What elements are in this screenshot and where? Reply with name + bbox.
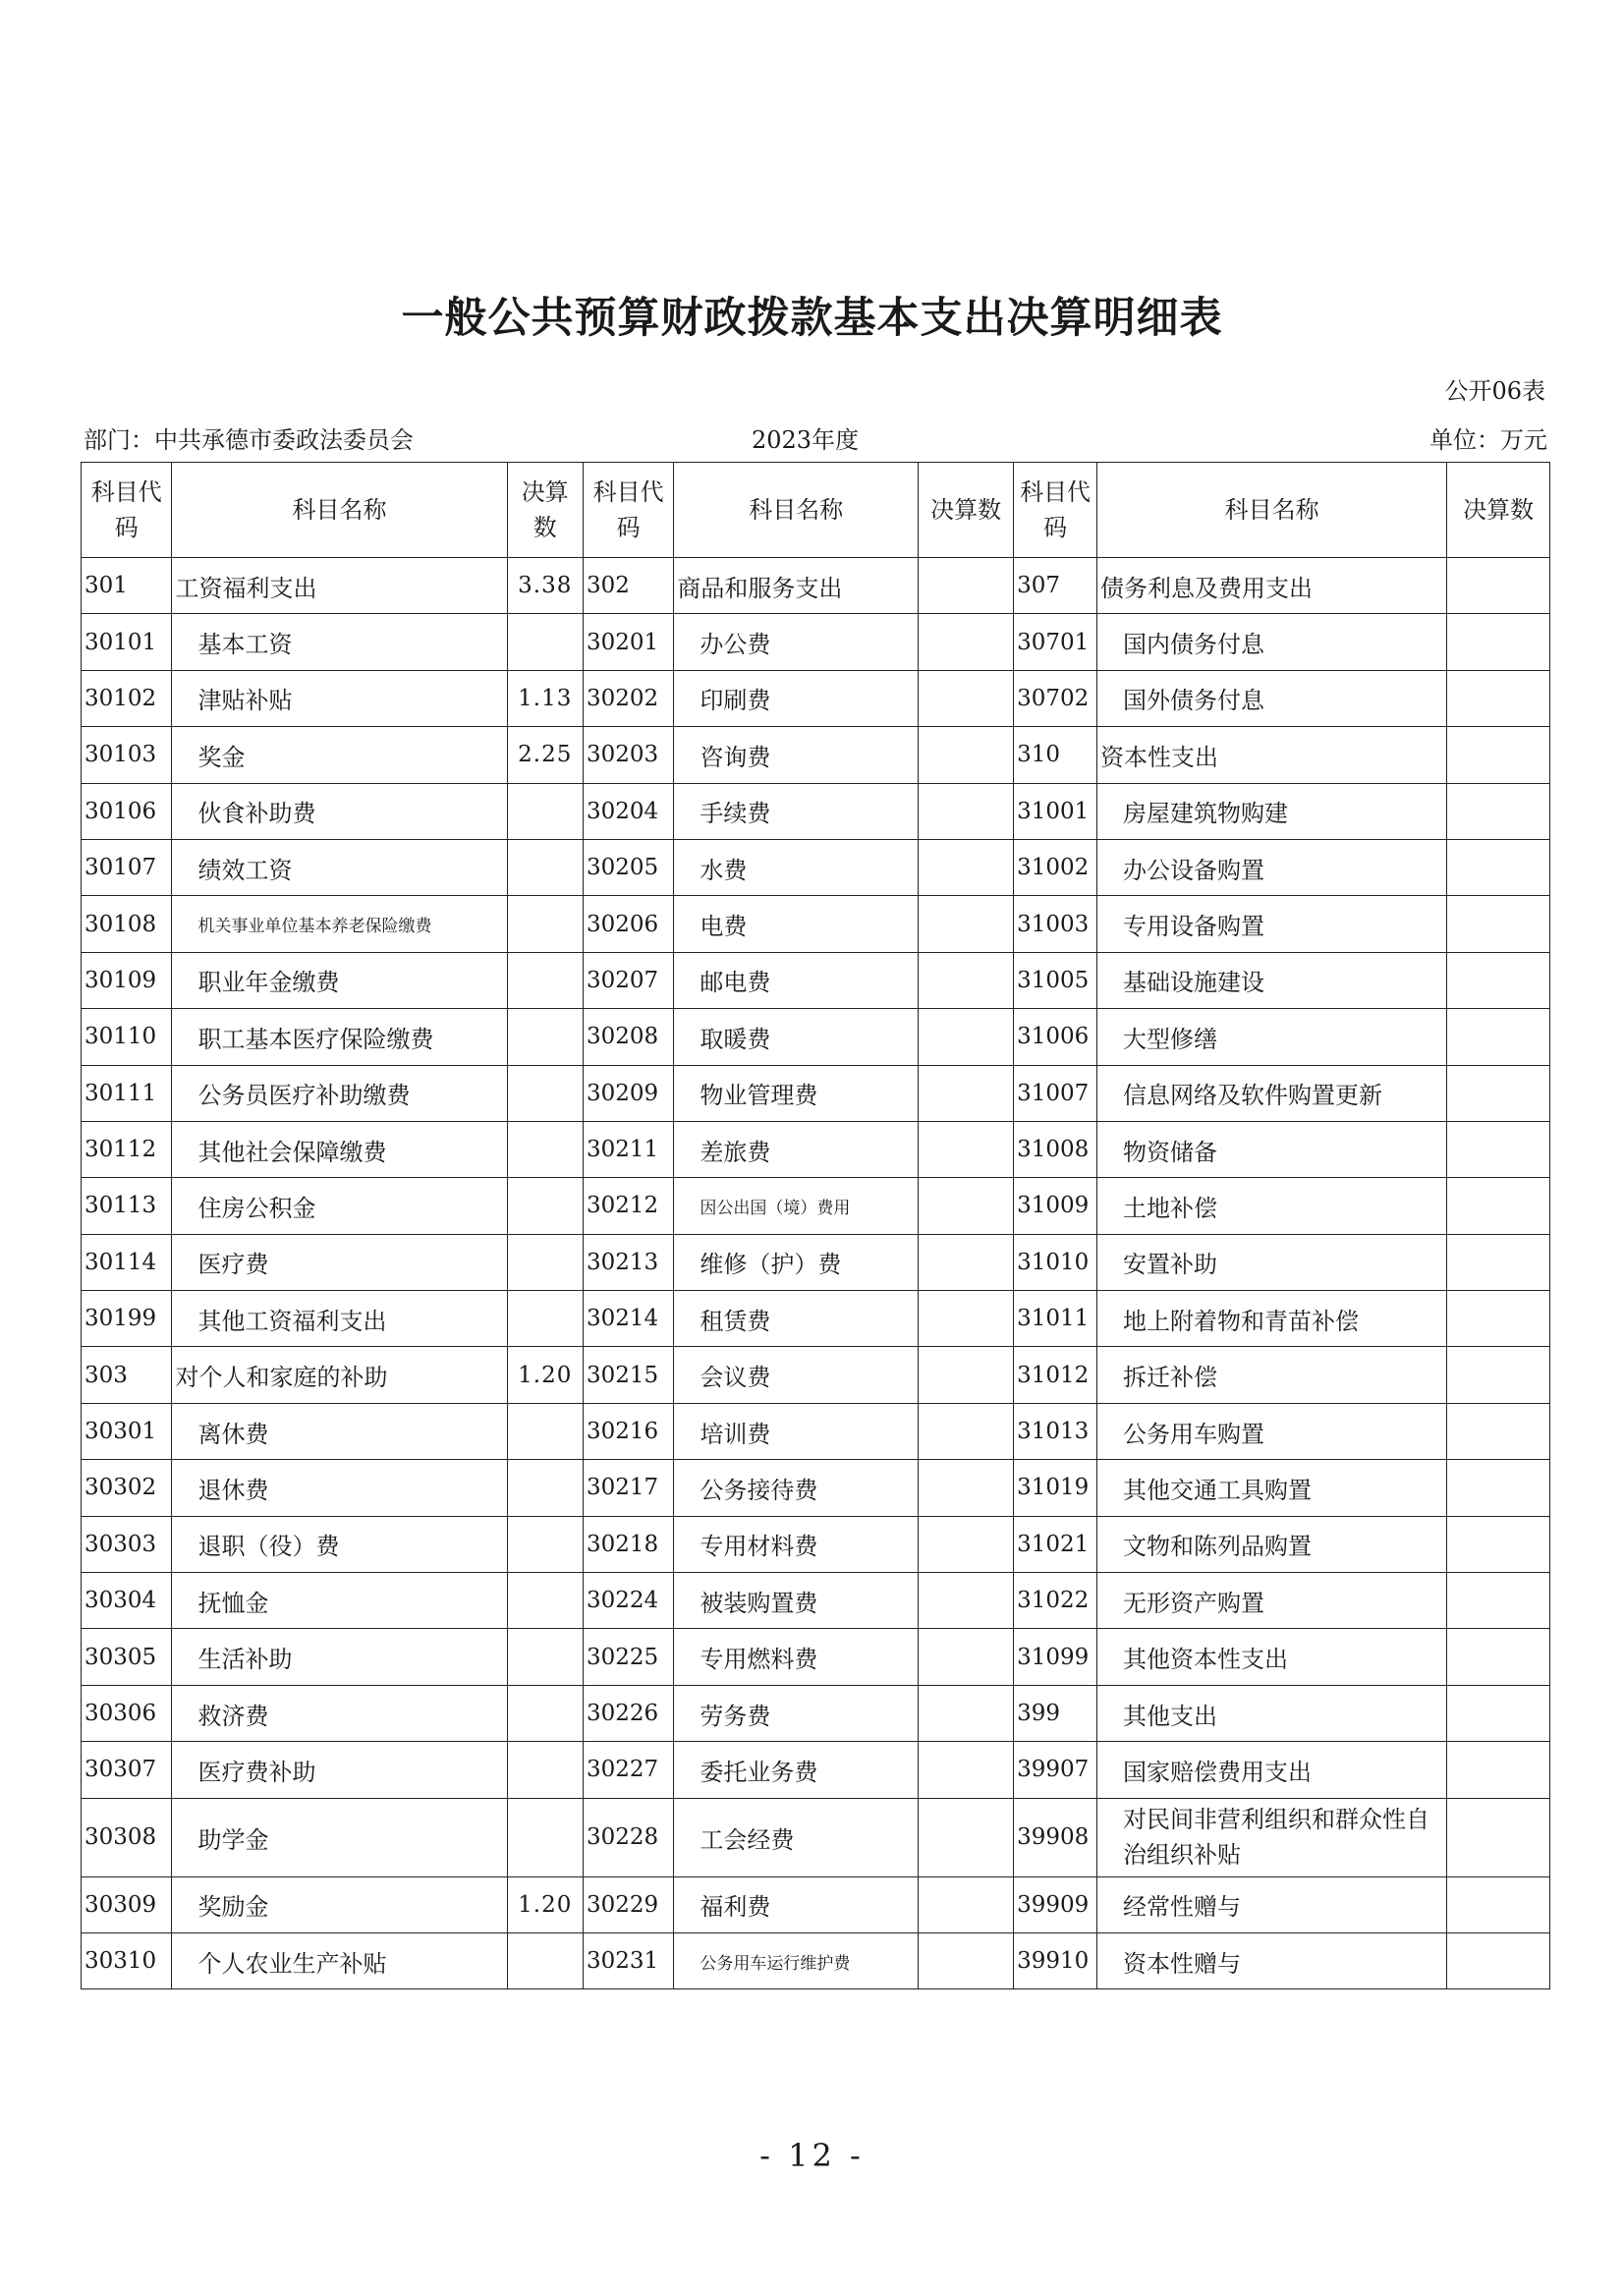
amount-value bbox=[507, 1742, 583, 1798]
subject-code: 39909 bbox=[1014, 1876, 1097, 1932]
table-row bbox=[82, 1516, 1550, 1572]
amount-value bbox=[919, 1009, 1014, 1065]
subject-code: 30102 bbox=[82, 670, 172, 726]
header-name-c: 科目名称 bbox=[1097, 463, 1447, 558]
table-row bbox=[82, 1121, 1550, 1177]
subject-name: 大型修缮 bbox=[1097, 1009, 1447, 1065]
subject-name: 生活补助 bbox=[172, 1629, 507, 1685]
subject-name: 债务利息及费用支出 bbox=[1097, 558, 1447, 614]
subject-name: 专用燃料费 bbox=[674, 1629, 919, 1685]
amount-value bbox=[919, 1347, 1014, 1403]
amount-value bbox=[507, 1178, 583, 1234]
fiscal-year: 2023年度 bbox=[752, 426, 860, 454]
table-header-row bbox=[82, 463, 1550, 558]
amount-value bbox=[507, 1065, 583, 1121]
amount-value bbox=[1447, 1009, 1550, 1065]
amount-value bbox=[1447, 1403, 1550, 1459]
amount-value bbox=[919, 1629, 1014, 1685]
subject-name: 其他交通工具购置 bbox=[1097, 1460, 1447, 1516]
amount-value bbox=[1447, 727, 1550, 783]
table-row bbox=[82, 558, 1550, 614]
subject-name: 物资储备 bbox=[1097, 1121, 1447, 1177]
subject-name: 租赁费 bbox=[674, 1291, 919, 1347]
subject-name: 公务接待费 bbox=[674, 1460, 919, 1516]
subject-name: 基本工资 bbox=[172, 614, 507, 670]
subject-code: 30113 bbox=[82, 1178, 172, 1234]
subject-code: 31019 bbox=[1014, 1460, 1097, 1516]
subject-name: 救济费 bbox=[172, 1685, 507, 1741]
table-row bbox=[82, 1629, 1550, 1685]
amount-value bbox=[507, 1121, 583, 1177]
expenditure-table bbox=[81, 462, 1550, 1989]
subject-name: 手续费 bbox=[674, 783, 919, 839]
subject-name: 拆迁补偿 bbox=[1097, 1347, 1447, 1403]
subject-code: 31022 bbox=[1014, 1573, 1097, 1629]
amount-value bbox=[919, 1234, 1014, 1290]
subject-code: 303 bbox=[82, 1347, 172, 1403]
subject-code: 31006 bbox=[1014, 1009, 1097, 1065]
subject-name: 土地补偿 bbox=[1097, 1178, 1447, 1234]
subject-code: 30202 bbox=[583, 670, 673, 726]
amount-value: 1.13 bbox=[507, 670, 583, 726]
amount-value bbox=[919, 1403, 1014, 1459]
subject-code: 30106 bbox=[82, 783, 172, 839]
amount-value bbox=[1447, 558, 1550, 614]
header-name-a: 科目名称 bbox=[172, 463, 507, 558]
subject-code: 30110 bbox=[82, 1009, 172, 1065]
subject-code: 30112 bbox=[82, 1121, 172, 1177]
subject-name: 对个人和家庭的补助 bbox=[172, 1347, 507, 1403]
subject-name: 商品和服务支出 bbox=[674, 558, 919, 614]
amount-value bbox=[919, 896, 1014, 952]
subject-name: 办公费 bbox=[674, 614, 919, 670]
subject-name: 咨询费 bbox=[674, 727, 919, 783]
amount-value bbox=[919, 839, 1014, 895]
subject-name: 奖金 bbox=[172, 727, 507, 783]
amount-value bbox=[507, 1403, 583, 1459]
subject-name: 国家赔偿费用支出 bbox=[1097, 1742, 1447, 1798]
table-row bbox=[82, 1009, 1550, 1065]
subject-code: 30204 bbox=[583, 783, 673, 839]
subject-code: 30306 bbox=[82, 1685, 172, 1741]
amount-value bbox=[507, 896, 583, 952]
subject-name: 对民间非营利组织和群众性自治组织补贴 bbox=[1097, 1798, 1447, 1876]
header-code-b: 科目代码 bbox=[583, 463, 673, 558]
subject-name: 办公设备购置 bbox=[1097, 839, 1447, 895]
subject-code: 30107 bbox=[82, 839, 172, 895]
subject-name: 公务用车购置 bbox=[1097, 1403, 1447, 1459]
subject-code: 30199 bbox=[82, 1291, 172, 1347]
subject-name: 公务员医疗补助缴费 bbox=[172, 1065, 507, 1121]
subject-name: 福利费 bbox=[674, 1876, 919, 1932]
subject-code: 30214 bbox=[583, 1291, 673, 1347]
subject-code: 30226 bbox=[583, 1685, 673, 1741]
header-amount-c: 决算数 bbox=[1447, 463, 1550, 558]
amount-value bbox=[919, 727, 1014, 783]
subject-code: 30108 bbox=[82, 896, 172, 952]
subject-name: 工资福利支出 bbox=[172, 558, 507, 614]
subject-name: 个人农业生产补贴 bbox=[172, 1932, 507, 1988]
subject-code: 39907 bbox=[1014, 1742, 1097, 1798]
subject-name: 退休费 bbox=[172, 1460, 507, 1516]
subject-code: 30218 bbox=[583, 1516, 673, 1572]
amount-value bbox=[1447, 1573, 1550, 1629]
subject-code: 310 bbox=[1014, 727, 1097, 783]
subject-name: 国内债务付息 bbox=[1097, 614, 1447, 670]
subject-name: 经常性赠与 bbox=[1097, 1876, 1447, 1932]
amount-value bbox=[1447, 896, 1550, 952]
subject-name: 委托业务费 bbox=[674, 1742, 919, 1798]
table-row bbox=[82, 1932, 1550, 1988]
amount-value bbox=[1447, 1742, 1550, 1798]
subject-code: 39910 bbox=[1014, 1932, 1097, 1988]
subject-code: 30303 bbox=[82, 1516, 172, 1572]
amount-value bbox=[1447, 1516, 1550, 1572]
subject-name: 资本性赠与 bbox=[1097, 1932, 1447, 1988]
subject-name: 退职（役）费 bbox=[172, 1516, 507, 1572]
subject-name: 因公出国（境）费用 bbox=[674, 1178, 919, 1234]
table-row bbox=[82, 1573, 1550, 1629]
table-row bbox=[82, 1460, 1550, 1516]
subject-code: 31002 bbox=[1014, 839, 1097, 895]
subject-code: 30207 bbox=[583, 952, 673, 1008]
header-code-c: 科目代码 bbox=[1014, 463, 1097, 558]
table-row bbox=[82, 1798, 1550, 1876]
amount-value bbox=[919, 614, 1014, 670]
subject-name: 信息网络及软件购置更新 bbox=[1097, 1065, 1447, 1121]
subject-code: 31009 bbox=[1014, 1178, 1097, 1234]
amount-value bbox=[507, 1460, 583, 1516]
amount-value bbox=[1447, 1121, 1550, 1177]
subject-code: 30308 bbox=[82, 1798, 172, 1876]
table-row bbox=[82, 896, 1550, 952]
subject-name: 其他资本性支出 bbox=[1097, 1629, 1447, 1685]
subject-name: 会议费 bbox=[674, 1347, 919, 1403]
header-name-b: 科目名称 bbox=[674, 463, 919, 558]
table-body bbox=[82, 558, 1550, 1989]
amount-value bbox=[1447, 670, 1550, 726]
subject-code: 30701 bbox=[1014, 614, 1097, 670]
table-row bbox=[82, 1178, 1550, 1234]
page-number: - 12 - bbox=[759, 2137, 865, 2174]
subject-code: 31007 bbox=[1014, 1065, 1097, 1121]
subject-code: 30302 bbox=[82, 1460, 172, 1516]
subject-name: 机关事业单位基本养老保险缴费 bbox=[172, 896, 507, 952]
amount-value bbox=[1447, 1178, 1550, 1234]
subject-name: 职业年金缴费 bbox=[172, 952, 507, 1008]
amount-value bbox=[1447, 783, 1550, 839]
amount-value bbox=[1447, 1932, 1550, 1988]
amount-value bbox=[919, 558, 1014, 614]
amount-value bbox=[1447, 1065, 1550, 1121]
subject-code: 30229 bbox=[583, 1876, 673, 1932]
form-code: 公开06表 bbox=[1444, 377, 1545, 405]
subject-code: 307 bbox=[1014, 558, 1097, 614]
subject-name: 奖励金 bbox=[172, 1876, 507, 1932]
subject-code: 30114 bbox=[82, 1234, 172, 1290]
subject-name: 资本性支出 bbox=[1097, 727, 1447, 783]
header-amount-a: 决算数 bbox=[507, 463, 583, 558]
subject-code: 30203 bbox=[583, 727, 673, 783]
amount-value bbox=[919, 1742, 1014, 1798]
amount-value bbox=[1447, 839, 1550, 895]
subject-name: 医疗费 bbox=[172, 1234, 507, 1290]
subject-name: 伙食补助费 bbox=[172, 783, 507, 839]
table-row bbox=[82, 1876, 1550, 1932]
subject-name: 印刷费 bbox=[674, 670, 919, 726]
subject-name: 国外债务付息 bbox=[1097, 670, 1447, 726]
subject-name: 地上附着物和青苗补偿 bbox=[1097, 1291, 1447, 1347]
subject-name: 物业管理费 bbox=[674, 1065, 919, 1121]
amount-value bbox=[919, 1121, 1014, 1177]
subject-name: 取暖费 bbox=[674, 1009, 919, 1065]
unit-label: 单位：万元 bbox=[1429, 426, 1547, 454]
amount-value bbox=[919, 1798, 1014, 1876]
table-row bbox=[82, 670, 1550, 726]
subject-name: 抚恤金 bbox=[172, 1573, 507, 1629]
subject-code: 30208 bbox=[583, 1009, 673, 1065]
subject-name: 专用材料费 bbox=[674, 1516, 919, 1572]
amount-value bbox=[919, 670, 1014, 726]
table-row bbox=[82, 727, 1550, 783]
subject-code: 30228 bbox=[583, 1798, 673, 1876]
amount-value bbox=[919, 952, 1014, 1008]
amount-value bbox=[1447, 1685, 1550, 1741]
amount-value bbox=[1447, 1460, 1550, 1516]
subject-name: 文物和陈列品购置 bbox=[1097, 1516, 1447, 1572]
amount-value bbox=[919, 1685, 1014, 1741]
subject-code: 30231 bbox=[583, 1932, 673, 1988]
subject-name: 房屋建筑物购建 bbox=[1097, 783, 1447, 839]
subject-name: 住房公积金 bbox=[172, 1178, 507, 1234]
table-row bbox=[82, 1234, 1550, 1290]
subject-code: 31021 bbox=[1014, 1516, 1097, 1572]
subject-code: 39908 bbox=[1014, 1798, 1097, 1876]
subject-code: 30309 bbox=[82, 1876, 172, 1932]
subject-code: 30212 bbox=[583, 1178, 673, 1234]
amount-value: 2.25 bbox=[507, 727, 583, 783]
department-label: 部门：中共承德市委政法委员会 bbox=[84, 426, 414, 454]
subject-name: 无形资产购置 bbox=[1097, 1573, 1447, 1629]
subject-code: 31011 bbox=[1014, 1291, 1097, 1347]
subject-code: 30301 bbox=[82, 1403, 172, 1459]
subject-name: 水费 bbox=[674, 839, 919, 895]
subject-code: 30216 bbox=[583, 1403, 673, 1459]
subject-code: 30103 bbox=[82, 727, 172, 783]
subject-code: 30209 bbox=[583, 1065, 673, 1121]
subject-name: 其他工资福利支出 bbox=[172, 1291, 507, 1347]
subject-name: 基础设施建设 bbox=[1097, 952, 1447, 1008]
subject-code: 30205 bbox=[583, 839, 673, 895]
subject-code: 31012 bbox=[1014, 1347, 1097, 1403]
subject-name: 职工基本医疗保险缴费 bbox=[172, 1009, 507, 1065]
subject-code: 30211 bbox=[583, 1121, 673, 1177]
subject-code: 31013 bbox=[1014, 1403, 1097, 1459]
table-row bbox=[82, 1742, 1550, 1798]
subject-name: 差旅费 bbox=[674, 1121, 919, 1177]
subject-name: 津贴补贴 bbox=[172, 670, 507, 726]
table-row bbox=[82, 1065, 1550, 1121]
subject-code: 30307 bbox=[82, 1742, 172, 1798]
subject-name: 其他支出 bbox=[1097, 1685, 1447, 1741]
amount-value bbox=[507, 1573, 583, 1629]
subject-code: 30224 bbox=[583, 1573, 673, 1629]
subject-code: 30213 bbox=[583, 1234, 673, 1290]
table-row bbox=[82, 783, 1550, 839]
subject-code: 30109 bbox=[82, 952, 172, 1008]
amount-value bbox=[507, 839, 583, 895]
amount-value: 1.20 bbox=[507, 1347, 583, 1403]
amount-value bbox=[1447, 1798, 1550, 1876]
subject-name: 劳务费 bbox=[674, 1685, 919, 1741]
amount-value bbox=[919, 1516, 1014, 1572]
amount-value bbox=[1447, 1291, 1550, 1347]
subject-code: 30217 bbox=[583, 1460, 673, 1516]
subject-name: 维修（护）费 bbox=[674, 1234, 919, 1290]
header-code-a: 科目代码 bbox=[82, 463, 172, 558]
amount-value bbox=[507, 1234, 583, 1290]
table-meta bbox=[84, 420, 1547, 454]
subject-code: 30310 bbox=[82, 1932, 172, 1988]
subject-code: 30225 bbox=[583, 1629, 673, 1685]
table-row bbox=[82, 1291, 1550, 1347]
amount-value bbox=[919, 1065, 1014, 1121]
subject-code: 302 bbox=[583, 558, 673, 614]
subject-name: 被装购置费 bbox=[674, 1573, 919, 1629]
amount-value bbox=[507, 1291, 583, 1347]
subject-name: 专用设备购置 bbox=[1097, 896, 1447, 952]
subject-code: 31001 bbox=[1014, 783, 1097, 839]
table-row bbox=[82, 614, 1550, 670]
amount-value bbox=[1447, 1347, 1550, 1403]
amount-value bbox=[1447, 1234, 1550, 1290]
amount-value bbox=[919, 1876, 1014, 1932]
subject-code: 30304 bbox=[82, 1573, 172, 1629]
amount-value bbox=[1447, 952, 1550, 1008]
page-title: 一般公共预算财政拨款基本支出决算明细表 bbox=[401, 294, 1223, 343]
amount-value bbox=[919, 1291, 1014, 1347]
amount-value bbox=[919, 1460, 1014, 1516]
amount-value: 3.38 bbox=[507, 558, 583, 614]
table-row bbox=[82, 839, 1550, 895]
amount-value bbox=[507, 1516, 583, 1572]
subject-name: 工会经费 bbox=[674, 1798, 919, 1876]
subject-code: 30227 bbox=[583, 1742, 673, 1798]
amount-value bbox=[507, 1629, 583, 1685]
amount-value bbox=[1447, 1876, 1550, 1932]
subject-code: 30305 bbox=[82, 1629, 172, 1685]
amount-value bbox=[1447, 614, 1550, 670]
subject-code: 31005 bbox=[1014, 952, 1097, 1008]
subject-code: 30206 bbox=[583, 896, 673, 952]
subject-code: 31003 bbox=[1014, 896, 1097, 952]
subject-name: 培训费 bbox=[674, 1403, 919, 1459]
table-row bbox=[82, 1685, 1550, 1741]
amount-value bbox=[919, 1178, 1014, 1234]
subject-code: 399 bbox=[1014, 1685, 1097, 1741]
amount-value bbox=[507, 1009, 583, 1065]
table-row bbox=[82, 1403, 1550, 1459]
amount-value bbox=[919, 1932, 1014, 1988]
subject-name: 邮电费 bbox=[674, 952, 919, 1008]
subject-name: 安置补助 bbox=[1097, 1234, 1447, 1290]
amount-value bbox=[919, 783, 1014, 839]
subject-name: 离休费 bbox=[172, 1403, 507, 1459]
amount-value bbox=[507, 783, 583, 839]
amount-value bbox=[507, 1798, 583, 1876]
subject-name: 助学金 bbox=[172, 1798, 507, 1876]
subject-name: 绩效工资 bbox=[172, 839, 507, 895]
subject-code: 30101 bbox=[82, 614, 172, 670]
subject-name: 公务用车运行维护费 bbox=[674, 1932, 919, 1988]
subject-name: 医疗费补助 bbox=[172, 1742, 507, 1798]
subject-name: 其他社会保障缴费 bbox=[172, 1121, 507, 1177]
subject-code: 30702 bbox=[1014, 670, 1097, 726]
amount-value bbox=[1447, 1629, 1550, 1685]
table-row bbox=[82, 952, 1550, 1008]
header-amount-b: 决算数 bbox=[919, 463, 1014, 558]
subject-name: 电费 bbox=[674, 896, 919, 952]
amount-value: 1.20 bbox=[507, 1876, 583, 1932]
subject-code: 31099 bbox=[1014, 1629, 1097, 1685]
subject-code: 30111 bbox=[82, 1065, 172, 1121]
subject-code: 30215 bbox=[583, 1347, 673, 1403]
amount-value bbox=[919, 1573, 1014, 1629]
amount-value bbox=[507, 614, 583, 670]
amount-value bbox=[507, 1932, 583, 1988]
subject-code: 31010 bbox=[1014, 1234, 1097, 1290]
amount-value bbox=[507, 1685, 583, 1741]
amount-value bbox=[507, 952, 583, 1008]
subject-code: 301 bbox=[82, 558, 172, 614]
subject-code: 30201 bbox=[583, 614, 673, 670]
subject-code: 31008 bbox=[1014, 1121, 1097, 1177]
table-row bbox=[82, 1347, 1550, 1403]
